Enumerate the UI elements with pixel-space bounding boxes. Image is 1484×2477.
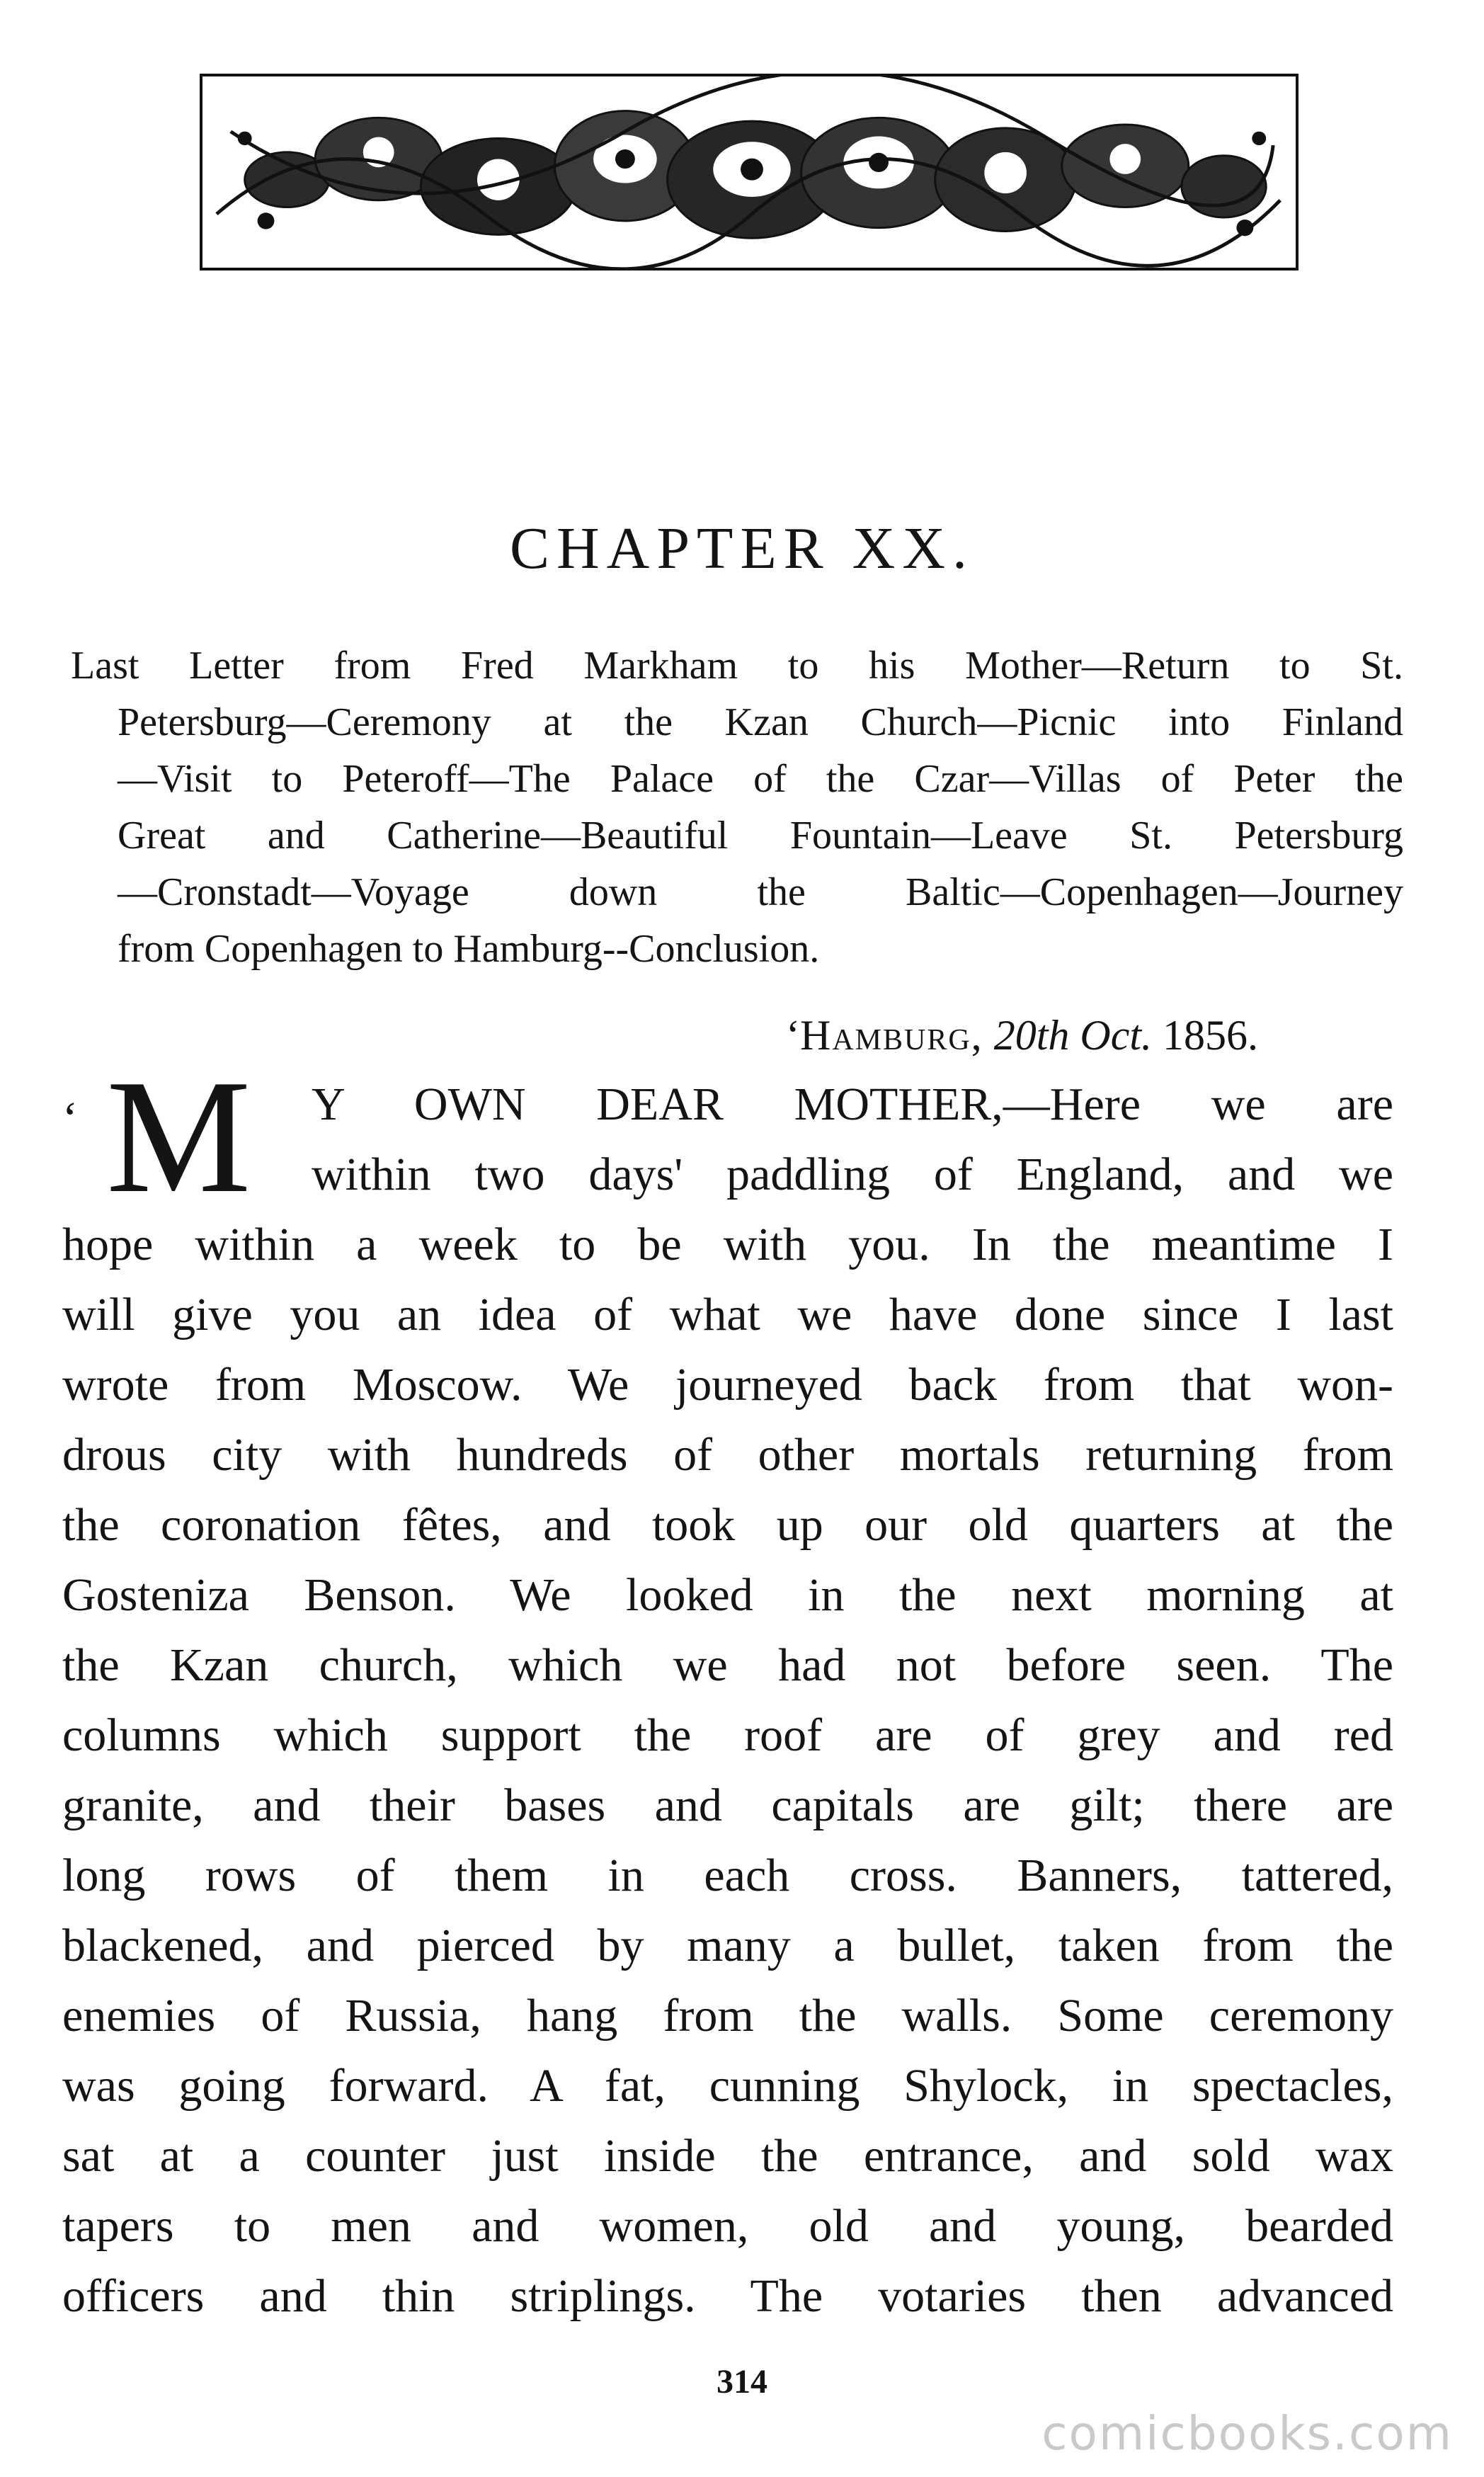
dateline-year: 1856. (1163, 1012, 1258, 1059)
body-line: the Kzan church, which we had not before seen. The (62, 1639, 1393, 1691)
synopsis-line: —Cronstadt—Voyage down the Baltic—Copenhagen—Journey (118, 870, 1403, 914)
body-line: officers and thin striplings. The votaries then advanced (62, 2270, 1393, 2322)
synopsis-line: from Copenhagen to Hamburg--Conclusion. (118, 927, 820, 971)
floral-engraving-icon (202, 76, 1296, 268)
body-line: blackened, and pierced by many a bullet, taken from the (62, 1920, 1393, 1971)
floral-header-ornament (200, 74, 1298, 271)
dateline-place: Hamburg, (799, 1012, 983, 1059)
body-line: tapers to men and women, old and young, bearded (62, 2200, 1393, 2252)
dateline-quote: ‘ (786, 1012, 800, 1059)
dateline-date: 20th Oct. (993, 1012, 1152, 1059)
body-line: Y OWN DEAR MOTHER,—Here we are (312, 1078, 1393, 1130)
synopsis-line: Great and Catherine—Beautiful Fountain—Leave St. Petersburg (118, 814, 1403, 858)
letter-body (62, 1069, 1393, 2331)
page-number: 314 (717, 2363, 767, 2401)
synopsis-line: —Visit to Peteroff—The Palace of the Czar—Villas of Peter the (118, 757, 1403, 801)
body-line: columns which support the roof are of grey and red (62, 1709, 1393, 1761)
body-line: granite, and their bases and capitals are gilt; there are (62, 1780, 1393, 1831)
body-line: will give you an idea of what we have done since I last (62, 1289, 1393, 1340)
body-line: was going forward. A fat, cunning Shylock, in spectacles, (62, 2060, 1393, 2112)
opening-quote-mark: ‘ (62, 1093, 78, 1144)
body-line: wrote from Moscow. We journeyed back from that won- (62, 1359, 1393, 1411)
chapter-synopsis (71, 637, 1403, 977)
body-line: hope within a week to be with you. In the meantime I (62, 1219, 1393, 1270)
drop-cap-letter: M (106, 1046, 251, 1226)
chapter-title: CHAPTER XX. (509, 516, 975, 581)
synopsis-line: Last Letter from Fred Markham to his Mother—Return to St. (71, 644, 1403, 688)
body-line: long rows of them in each cross. Banners, tattered, (62, 1850, 1393, 1901)
body-line: sat at a counter just inside the entrance, and sold wax (62, 2130, 1393, 2182)
synopsis-line: Petersburg—Ceremony at the Kzan Church—Picnic into Finland (118, 700, 1403, 744)
body-line: enemies of Russia, hang from the walls. Some ceremony (62, 1990, 1393, 2042)
body-line: Gosteniza Benson. We looked in the next morning at (62, 1569, 1393, 1621)
body-line: drous city with hundreds of other mortals returning from (62, 1429, 1393, 1481)
body-line: within two days' paddling of England, and we (312, 1149, 1393, 1200)
site-watermark: comicbooks.com (1041, 2406, 1453, 2461)
letter-dateline (786, 1011, 1366, 1060)
body-line: the coronation fêtes, and took up our old quarters at the (62, 1499, 1393, 1551)
